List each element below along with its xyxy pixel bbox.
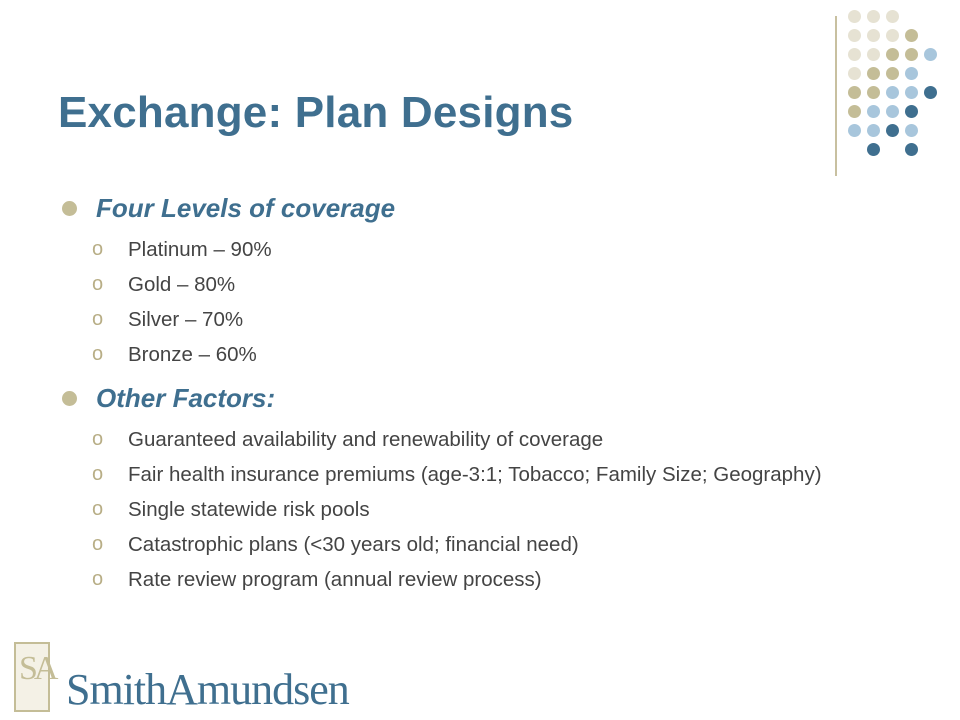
list-item-text: Single statewide risk pools <box>128 498 370 521</box>
decorative-dot <box>867 67 880 80</box>
decorative-dot <box>905 124 918 137</box>
decorative-dot <box>886 10 899 23</box>
decorative-dot <box>905 143 918 156</box>
list-item <box>92 306 922 333</box>
hollow-bullet-icon: o <box>92 238 104 260</box>
logo-monogram <box>14 642 55 712</box>
list-item-text: Gold – 80% <box>128 273 236 296</box>
other-factors-list <box>62 426 922 593</box>
decorative-dot <box>867 10 880 23</box>
section-heading-row <box>62 378 922 418</box>
slide-title: Exchange: Plan Designs <box>58 88 574 137</box>
decorative-dot <box>924 86 937 99</box>
list-item <box>92 236 922 263</box>
list-item-text: Silver – 70% <box>128 308 244 331</box>
decorative-dot <box>886 48 899 61</box>
decorative-dot <box>848 67 861 80</box>
decorative-dot <box>867 105 880 118</box>
decorative-dot <box>886 124 899 137</box>
decorative-dot <box>848 86 861 99</box>
slide-content <box>62 188 922 593</box>
section-heading: Other Factors: <box>96 382 276 413</box>
logo-wordmark: SmithAmundsen <box>66 665 349 714</box>
decorative-dot <box>886 86 899 99</box>
decorative-dot <box>905 105 918 118</box>
section-heading-row <box>62 188 922 228</box>
decorative-dot <box>886 105 899 118</box>
hollow-bullet-icon: o <box>92 308 104 330</box>
decorative-dot <box>848 124 861 137</box>
decorative-dot-grid <box>848 10 952 160</box>
decorative-dot <box>905 29 918 42</box>
hollow-bullet-icon: o <box>92 343 104 365</box>
list-item-text: Platinum – 90% <box>128 238 272 261</box>
decorative-dot <box>905 86 918 99</box>
decorative-dot <box>848 105 861 118</box>
bullet-dot-icon <box>62 201 77 216</box>
decorative-dot <box>886 29 899 42</box>
decorative-dot <box>867 29 880 42</box>
logo-monogram-text: SA <box>19 650 55 687</box>
decorative-divider-line <box>835 16 837 176</box>
coverage-levels-list <box>62 236 922 368</box>
list-item <box>92 271 922 298</box>
decorative-dot <box>867 48 880 61</box>
list-item <box>92 496 922 523</box>
bullet-dot-icon <box>62 391 77 406</box>
decorative-dot <box>867 124 880 137</box>
list-item-text: Fair health insurance premiums (age-3:1; Tobacco; Family Size; Geography) <box>128 463 822 486</box>
decorative-dot <box>905 67 918 80</box>
list-item-text: Catastrophic plans (<30 years old; financial need) <box>128 533 579 556</box>
list-item <box>92 426 922 453</box>
decorative-dot <box>905 48 918 61</box>
decorative-dot <box>848 48 861 61</box>
hollow-bullet-icon: o <box>92 273 104 295</box>
hollow-bullet-icon: o <box>92 568 104 590</box>
decorative-dot <box>924 48 937 61</box>
decorative-dot <box>886 67 899 80</box>
list-item <box>92 341 922 368</box>
list-item-text: Bronze – 60% <box>128 343 257 366</box>
list-item-text: Rate review program (annual review process) <box>128 568 542 591</box>
hollow-bullet-icon: o <box>92 428 104 450</box>
decorative-dot <box>867 86 880 99</box>
decorative-dot <box>848 10 861 23</box>
section-other-factors <box>62 378 922 593</box>
hollow-bullet-icon: o <box>92 498 104 520</box>
hollow-bullet-icon: o <box>92 533 104 555</box>
hollow-bullet-icon: o <box>92 463 104 485</box>
list-item <box>92 531 922 558</box>
section-heading: Four Levels of coverage <box>96 192 396 223</box>
decorative-dot <box>867 143 880 156</box>
list-item <box>92 461 922 488</box>
list-item-text: Guaranteed availability and renewability of coverage <box>128 428 604 451</box>
company-logo <box>14 636 394 716</box>
section-coverage-levels <box>62 188 922 368</box>
decorative-dot <box>848 29 861 42</box>
list-item <box>92 566 922 593</box>
